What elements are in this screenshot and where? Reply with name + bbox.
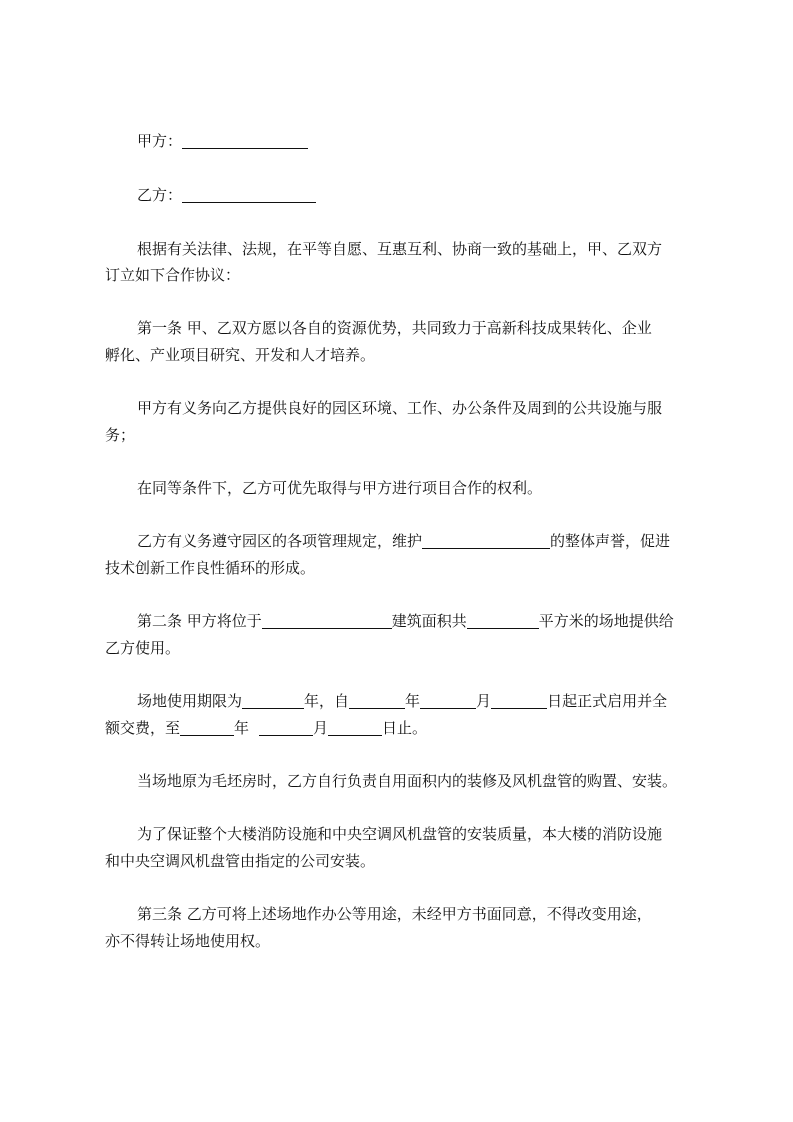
article3-line-2: [105, 931, 705, 951]
article1b-line-2: [105, 425, 705, 445]
safety-text-1: 为了保证整个大楼消防设施和中央空调风机盘管的安装质量，本大楼的消防设施: [137, 825, 663, 843]
term-line-1: [137, 691, 737, 711]
fitout-line: [137, 771, 737, 791]
article2-text-1a: 第二条 甲方将位于: [137, 612, 262, 630]
article2-text-1b: 建筑面积共: [391, 612, 467, 630]
end-month-blank: [259, 720, 313, 736]
party-b-line: [137, 185, 737, 205]
article1d-line-2: [105, 558, 705, 578]
article1-text-1: 第一条 甲、乙双方愿以各自的资源优势，共同致力于高新科技成果转化、企业: [137, 319, 652, 337]
party-b-label: 乙方：: [137, 186, 183, 204]
term-text-2d: 日止。: [382, 719, 428, 737]
article2-text-2: 乙方使用。: [105, 639, 181, 657]
article1-text-2: 孵化、产业项目研究、开发和人才培养。: [105, 346, 376, 364]
start-month-blank: [420, 693, 476, 709]
party-b-blank: [182, 187, 316, 203]
end-day-blank: [328, 720, 382, 736]
start-day-blank: [491, 693, 547, 709]
term-text-2b: 年: [234, 719, 250, 737]
intro-text-2: 订立如下合作协议：: [105, 266, 241, 284]
term-text-1a: 场地使用期限为: [137, 692, 243, 710]
article1b-line-1: [137, 398, 737, 418]
article1-line-2: [105, 345, 705, 365]
intro-text-1: 根据有关法律、法规，在平等自愿、互惠互利、协商一致的基础上，甲、乙双方: [137, 240, 663, 258]
article1d-text-1a: 乙方有义务遵守园区的各项管理规定，维护: [137, 532, 423, 550]
article1d-text-1b: 的整体声誉，促进: [550, 532, 671, 550]
term-text-1b: 年，自: [304, 692, 350, 710]
years-blank: [242, 693, 304, 709]
safety-text-2: 和中央空调风机盘管由指定的公司安装。: [105, 852, 376, 870]
article1b-text-1: 甲方有义务向乙方提供良好的园区环境、工作、办公条件及周到的公共设施与服: [137, 399, 663, 417]
intro-line-1: [137, 239, 737, 259]
party-a-blank: [182, 133, 308, 149]
fitout-text: 当场地原为毛坯房时，乙方自行负责自用面积内的装修及风机盘管的购置、安装。: [137, 772, 678, 790]
area-blank: [467, 613, 539, 629]
term-text-1c: 年: [405, 692, 421, 710]
article3-line-1: [137, 904, 737, 924]
article1b-text-2: 务；: [105, 426, 136, 444]
term-line-2: [105, 718, 705, 738]
article2-text-1c: 平方米的场地提供给: [538, 612, 674, 630]
article2-line-2: [105, 638, 705, 658]
party-a-label: 甲方：: [137, 132, 183, 150]
safety-line-2: [105, 851, 705, 871]
end-year-blank: [180, 720, 234, 736]
location-blank: [262, 613, 392, 629]
safety-line-1: [137, 824, 737, 844]
article1c-line: [137, 478, 737, 498]
term-text-1d: 月: [476, 692, 492, 710]
reputation-blank: [422, 533, 550, 549]
article3-text-1: 第三条 乙方可将上述场地作办公等用途，未经甲方书面同意，不得改变用途，: [137, 905, 652, 923]
article1c-text: 在同等条件下，乙方可优先取得与甲方进行项目合作的权利。: [137, 479, 543, 497]
article1d-text-2: 技术创新工作良性循环的形成。: [105, 559, 316, 577]
term-text-1e: 日起正式启用并全: [547, 692, 668, 710]
article1-line-1: [137, 318, 737, 338]
term-text-2a: 额交费，至: [105, 719, 181, 737]
term-text-2c: 月: [313, 719, 329, 737]
article1d-line-1: [137, 531, 737, 551]
intro-line-2: [105, 265, 705, 285]
article3-text-2: 亦不得转让场地使用权。: [105, 932, 271, 950]
start-year-blank: [349, 693, 405, 709]
party-a-line: [137, 131, 737, 151]
article2-line-1: [137, 611, 737, 631]
